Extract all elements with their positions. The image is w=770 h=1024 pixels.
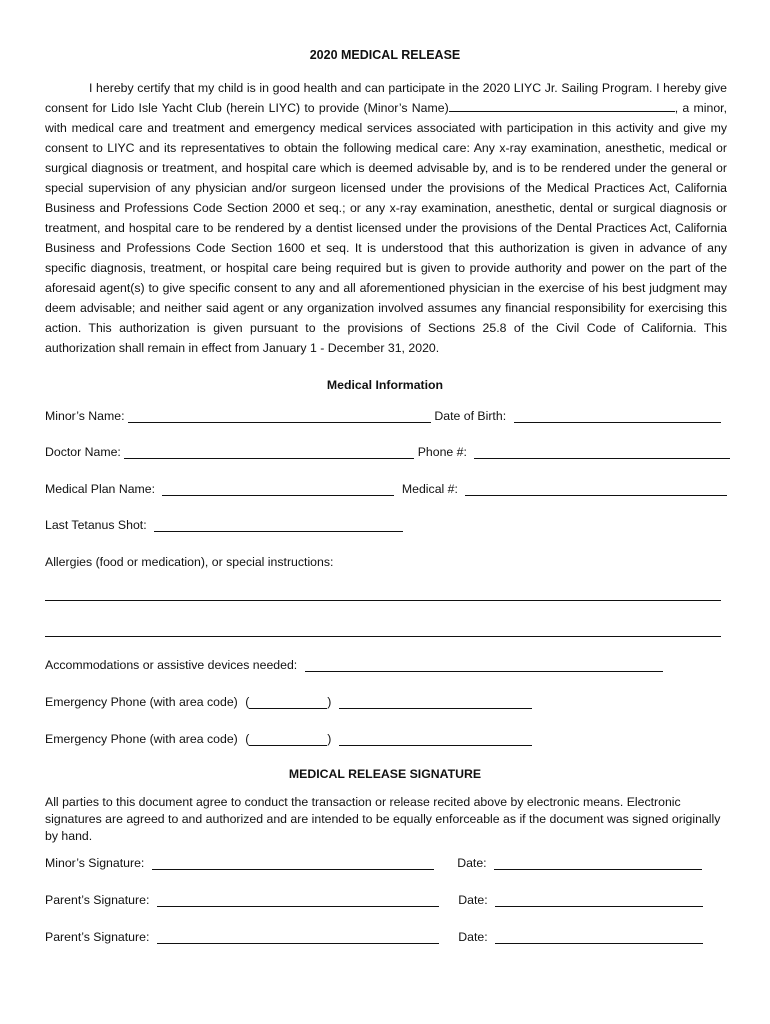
consent-text-part2: , a minor, with medical care and treatment and emergency medical services associated with participation in this activity and give my consent to LIYC and its representatives to obtain the following medical care: Any x-ray examination, anesthetic, medical or surgical diagnosis or treatment, and hospital care which is deemed advisable by, and is to be rendered under the general or special supervision of any physician and/or surgeon licensed under the provisions of the Medical Practices Act, California Business and Professions Code Section 2000 et seq.; or any x-ray examination, anesthetic, dental or surgical diagnosis or treatment, and hospital care to be rendered by a dentist licensed under the provisions of the Dental Practices Act, California Business and Professions Code Section 1600 et seq. It is understood that this authorization is given in advance of any specific diagnosis, treatment, or hospital care being required but is given to provide authority and power on the part of the aforesaid agent(s) to give specific consent to any and all aforementioned physician in the exercise of his best judgment may deem advisable; and neither said agent or any organization involved assumes any financial responsibility for exercising this action. This authorization is given pursuant to the provisions of Sections 25.8 of the Civil Code of California. This authorization shall remain in effect from January 1 - December 31, 2020. <box>45 101 727 355</box>
dob-label: Date of Birth: <box>434 409 507 423</box>
emergency-phone-label: Emergency Phone (with area code) <box>45 695 238 709</box>
doctor-phone-field[interactable] <box>474 445 730 459</box>
minor-signature-label: Minor’s Signature: <box>45 856 145 870</box>
doctor-name-label: Doctor Name: <box>45 445 121 459</box>
emergency-phone-label: Emergency Phone (with area code) <box>45 732 238 746</box>
emergency-phone-field[interactable] <box>339 732 532 746</box>
date-label: Date: <box>457 856 487 870</box>
allergies-field-line-1[interactable] <box>45 600 721 601</box>
minor-signature-date-field[interactable] <box>494 856 702 870</box>
signature-heading: MEDICAL RELEASE SIGNATURE <box>288 767 482 781</box>
paren-close: ) <box>327 732 332 746</box>
paren-close: ) <box>327 695 332 709</box>
paren-open: ( <box>245 695 250 709</box>
tetanus-field[interactable] <box>154 518 403 532</box>
medical-number-label: Medical #: <box>401 482 458 496</box>
medical-info-heading: Medical Information <box>326 378 444 392</box>
form-title: 2020 MEDICAL RELEASE <box>309 48 461 62</box>
parent-signature-row-1 <box>45 893 703 909</box>
dob-field[interactable] <box>514 409 721 423</box>
electronic-signature-text: All parties to this document agree to conduct the transaction or release recited above by electronic means. Electronic signatures are agreed to and authorized and are intended to be equally enforceable as if the document was signed originally by hand. <box>45 795 721 843</box>
phone-label: Phone #: <box>417 445 467 459</box>
paren-open: ( <box>245 732 250 746</box>
emergency-phone-field[interactable] <box>339 695 532 709</box>
area-code-field[interactable] <box>249 695 327 709</box>
minor-name-field[interactable] <box>128 409 431 423</box>
allergies-field-line-2[interactable] <box>45 636 721 637</box>
parent-signature-label: Parent’s Signature: <box>45 893 150 907</box>
parent-signature-field[interactable] <box>157 893 439 907</box>
parent-signature-row-2 <box>45 930 703 946</box>
minor-name-label: Minor’s Name: <box>45 409 125 423</box>
allergies-label: Allergies (food or medication), or special instructions: <box>45 555 334 569</box>
medical-number-field[interactable] <box>465 482 727 496</box>
date-label: Date: <box>458 930 488 944</box>
emergency-phone-row-2 <box>45 732 532 748</box>
minor-name-inline-field[interactable] <box>449 99 675 112</box>
minor-name-row <box>45 409 721 425</box>
accommodations-row <box>45 658 663 674</box>
tetanus-label: Last Tetanus Shot: <box>45 518 147 532</box>
medical-plan-label: Medical Plan Name: <box>45 482 156 496</box>
doctor-row <box>45 445 730 461</box>
area-code-field[interactable] <box>249 732 327 746</box>
date-label: Date: <box>458 893 488 907</box>
medical-plan-row <box>45 482 727 498</box>
minor-signature-row <box>45 856 702 872</box>
accommodations-label: Accommodations or assistive devices needed: <box>45 658 298 672</box>
parent-signature-field[interactable] <box>157 930 439 944</box>
emergency-phone-row-1 <box>45 695 532 711</box>
consent-text-part1: I hereby certify that my child is in good health and can participate in the 2020 LIYC Jr. Sailing Program. I hereby give consent for Lido Isle Yacht Club (herein LIYC) to provide (Minor’s Name) <box>45 81 727 115</box>
consent-paragraph <box>45 78 727 358</box>
tetanus-row <box>45 518 403 534</box>
doctor-name-field[interactable] <box>124 445 414 459</box>
medical-plan-field[interactable] <box>162 482 394 496</box>
parent-signature-date-field[interactable] <box>495 930 703 944</box>
minor-signature-field[interactable] <box>152 856 434 870</box>
accommodations-field[interactable] <box>305 658 663 672</box>
allergies-row <box>45 555 333 571</box>
parent-signature-date-field[interactable] <box>495 893 703 907</box>
parent-signature-label: Parent’s Signature: <box>45 930 150 944</box>
